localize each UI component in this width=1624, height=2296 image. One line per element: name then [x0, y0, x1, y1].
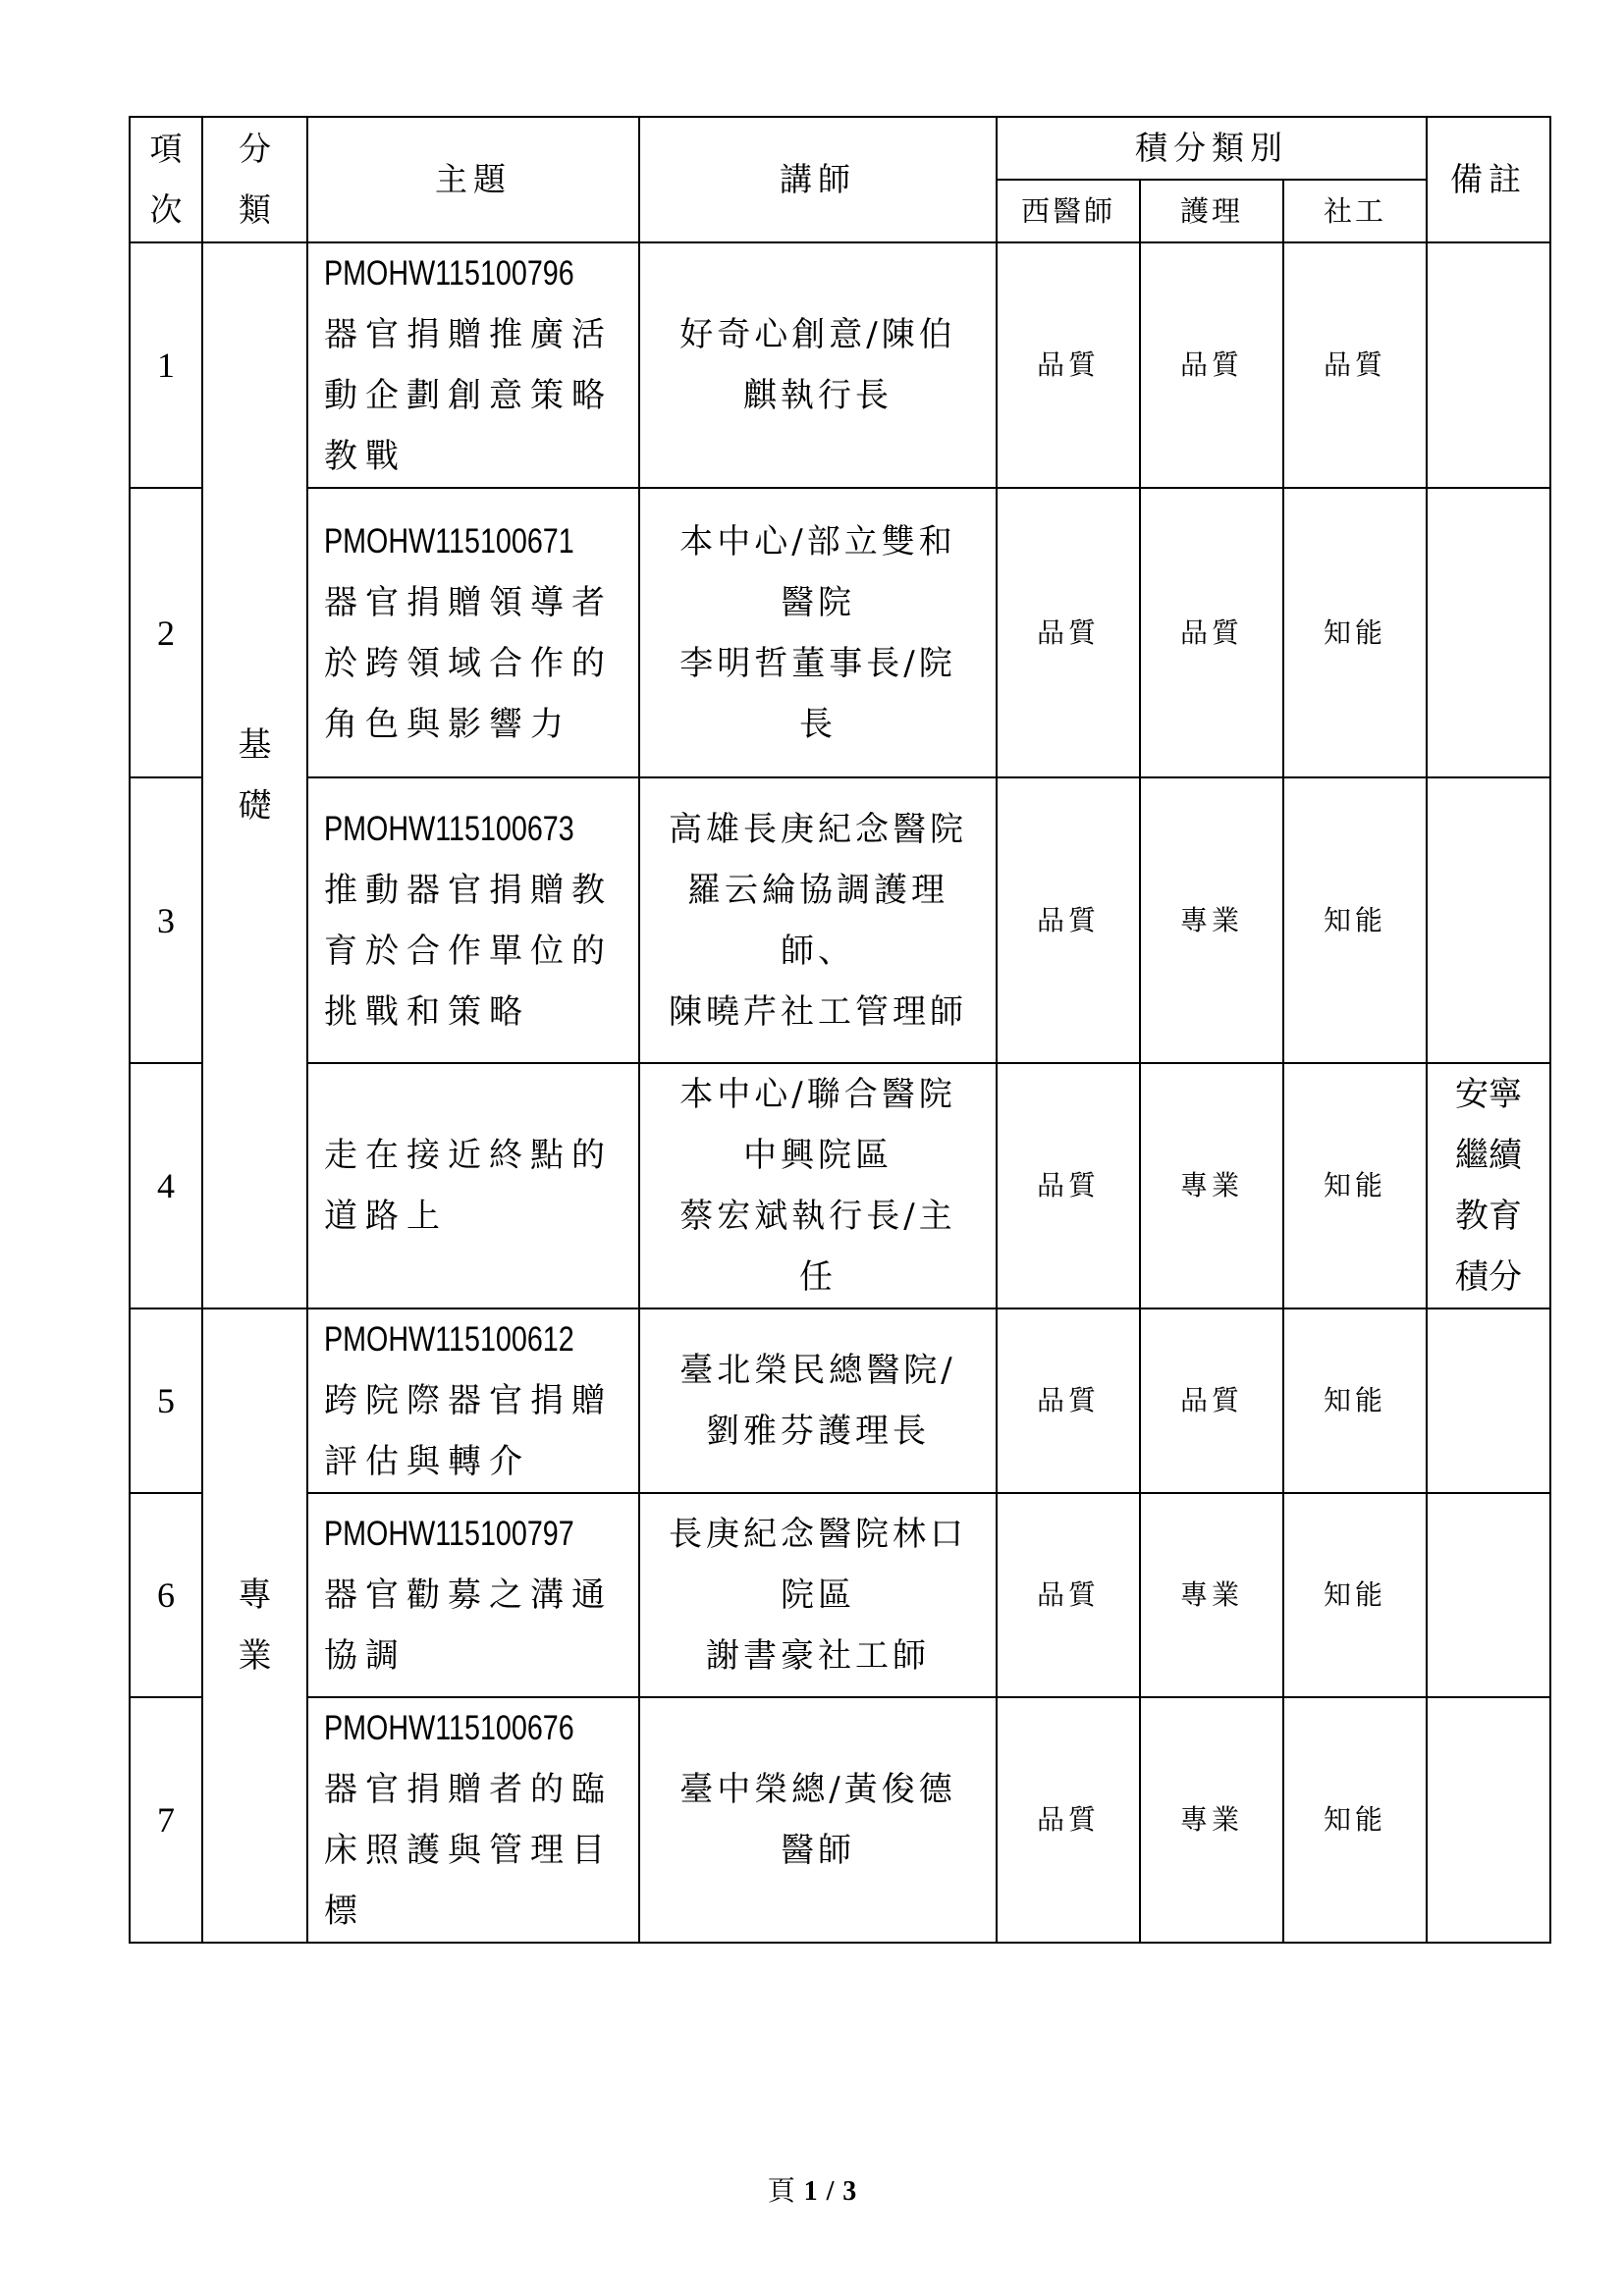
- table-row: [130, 1493, 1550, 1697]
- credit-social: 知能: [1283, 1493, 1427, 1697]
- row-number: 5: [130, 1308, 202, 1493]
- table-row: [130, 1697, 1550, 1943]
- credit-social: 品質: [1283, 242, 1427, 488]
- credit-nursing: 專業: [1140, 1697, 1283, 1943]
- credit-nursing: 品質: [1140, 488, 1283, 777]
- course-title: 器官捐贈推廣活動企劃創意策略教戰: [324, 315, 613, 476]
- header-credit-nursing: 護理: [1140, 180, 1283, 242]
- row-number: 3: [130, 777, 202, 1063]
- table-row: [130, 242, 1550, 488]
- page-separator: /: [826, 2176, 835, 2207]
- credit-physician: 品質: [997, 1063, 1140, 1308]
- header-category: 分 類: [202, 117, 307, 242]
- row-note: 安寧 繼續 教育 積分: [1427, 1063, 1550, 1308]
- credit-physician: 品質: [997, 488, 1140, 777]
- row-number: 7: [130, 1697, 202, 1943]
- table-row: [130, 1063, 1550, 1308]
- credit-nursing: 專業: [1140, 1063, 1283, 1308]
- table-row: [130, 488, 1550, 777]
- page-number: 1: [803, 2176, 818, 2207]
- credit-social: 知能: [1283, 777, 1427, 1063]
- course-code: PMOHW115100673: [324, 809, 574, 848]
- course-title: 器官捐贈者的臨床照護與管理目標: [324, 1770, 613, 1931]
- header-topic: 主題: [307, 117, 639, 242]
- course-title: 器官勸募之溝通協調: [324, 1575, 613, 1676]
- row-note: [1427, 242, 1550, 488]
- header-lecturer: 講師: [639, 117, 997, 242]
- credit-social: 知能: [1283, 488, 1427, 777]
- header-credit-physician: 西醫師: [997, 180, 1140, 242]
- category-professional: 專 業: [202, 1308, 307, 1943]
- course-code: PMOHW115100797: [324, 1515, 574, 1553]
- course-code: PMOHW115100671: [324, 521, 574, 561]
- row-lecturer: 高雄長庚紀念醫院 羅云綸協調護理 師、 陳曉芹社工管理師: [639, 777, 997, 1063]
- course-title: 跨院際器官捐贈評估與轉介: [324, 1381, 613, 1481]
- row-lecturer: 長庚紀念醫院林口 院區 謝書豪社工師: [639, 1493, 997, 1697]
- credit-physician: 品質: [997, 242, 1140, 488]
- course-code: PMOHW115100612: [324, 1320, 574, 1359]
- credit-nursing: 專業: [1140, 1493, 1283, 1697]
- credit-social: 知能: [1283, 1697, 1427, 1943]
- row-lecturer: 好奇心創意/陳伯 麒執行長: [639, 242, 997, 488]
- header-credit-group: 積分類別: [997, 117, 1427, 180]
- credit-nursing: 專業: [1140, 777, 1283, 1063]
- category-basic: 基 礎: [202, 242, 307, 1308]
- row-topic: [307, 242, 639, 488]
- course-code: PMOHW115100796: [324, 254, 574, 293]
- row-lecturer: 本中心/部立雙和 醫院 李明哲董事長/院 長: [639, 488, 997, 777]
- row-number: 4: [130, 1063, 202, 1308]
- row-topic: [307, 1493, 639, 1697]
- row-lecturer: 本中心/聯合醫院 中興院區 蔡宏斌執行長/主 任: [639, 1063, 997, 1308]
- course-title: 走在接近終點的道路上: [324, 1136, 613, 1236]
- row-note: [1427, 488, 1550, 777]
- course-title: 推動器官捐贈教育於合作單位的挑戰和策略: [324, 870, 613, 1032]
- credit-physician: 品質: [997, 1697, 1140, 1943]
- page-prefix: 頁: [767, 2174, 795, 2207]
- row-note: [1427, 1493, 1550, 1697]
- row-topic: [307, 1308, 639, 1493]
- row-lecturer: 臺中榮總/黃俊德 醫師: [639, 1697, 997, 1943]
- credit-physician: 品質: [997, 1493, 1140, 1697]
- credit-social: 知能: [1283, 1063, 1427, 1308]
- header-note: 備註: [1427, 117, 1550, 242]
- table-row: [130, 1308, 1550, 1493]
- row-note: [1427, 1308, 1550, 1493]
- page-footer: [0, 2169, 1624, 2209]
- row-number: 2: [130, 488, 202, 777]
- row-number: 1: [130, 242, 202, 488]
- page-total: 3: [842, 2176, 857, 2207]
- row-note: [1427, 777, 1550, 1063]
- credit-social: 知能: [1283, 1308, 1427, 1493]
- table-row: [130, 777, 1550, 1063]
- course-code: PMOHW115100676: [324, 1709, 574, 1747]
- header-credit-social: 社工: [1283, 180, 1427, 242]
- course-title: 器官捐贈領導者於跨領域合作的角色與影響力: [324, 582, 613, 744]
- header-item-no: 項 次: [130, 117, 202, 242]
- row-lecturer: 臺北榮民總醫院/ 劉雅芬護理長: [639, 1308, 997, 1493]
- credit-nursing: 品質: [1140, 1308, 1283, 1493]
- credit-physician: 品質: [997, 1308, 1140, 1493]
- row-topic: [307, 488, 639, 777]
- credit-nursing: 品質: [1140, 242, 1283, 488]
- row-topic: [307, 1063, 639, 1308]
- row-topic: [307, 1697, 639, 1943]
- course-table: [129, 116, 1551, 1944]
- credit-physician: 品質: [997, 777, 1140, 1063]
- row-number: 6: [130, 1493, 202, 1697]
- row-note: [1427, 1697, 1550, 1943]
- row-topic: [307, 777, 639, 1063]
